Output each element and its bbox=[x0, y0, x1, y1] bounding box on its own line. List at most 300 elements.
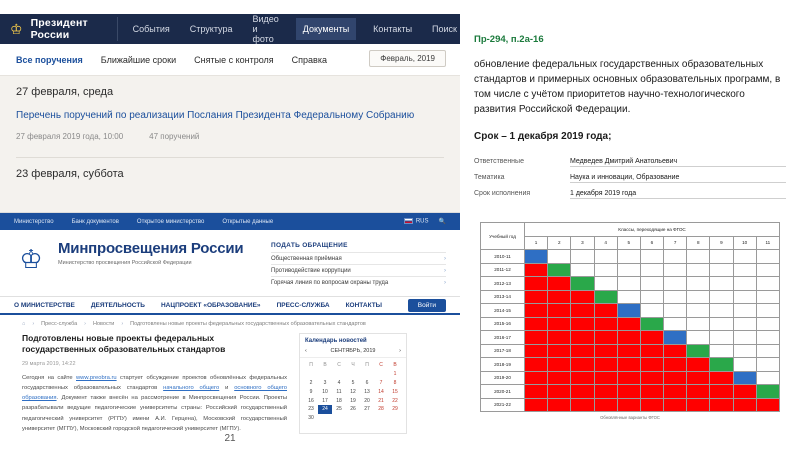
matrix-cell-red bbox=[525, 358, 548, 372]
kremlin-menu-video[interactable]: Видео и фото bbox=[252, 14, 279, 44]
matrix-cell-red bbox=[525, 304, 548, 318]
matrix-cell-red bbox=[594, 398, 617, 412]
nav-contacts[interactable]: КОНТАКТЫ bbox=[345, 301, 383, 309]
field-row-topic bbox=[474, 174, 786, 183]
matrix-cell-red bbox=[548, 344, 571, 358]
calendar-day[interactable]: 13 bbox=[364, 388, 370, 395]
minpros-content bbox=[0, 331, 460, 434]
matrix-cell-red bbox=[687, 398, 710, 412]
field-label: Срок исполнения bbox=[474, 190, 531, 197]
matrix-cell-empty bbox=[640, 290, 663, 304]
calendar-day[interactable]: 22 bbox=[392, 397, 398, 404]
matrix-cell-empty bbox=[664, 277, 687, 291]
article-text-3: и bbox=[219, 385, 235, 392]
matrix-cell-red bbox=[571, 385, 594, 399]
matrix-cell-red bbox=[733, 398, 756, 412]
article-date: 29 марта 2019, 14:22 bbox=[22, 360, 76, 367]
nav-national-project-education[interactable]: НАЦПРОЕКТ «ОБРАЗОВАНИЕ» bbox=[160, 301, 261, 309]
article-title: Подготовлены новые проекты федеральных государственных образовательных стандартов bbox=[22, 333, 226, 355]
matrix-cell-red bbox=[664, 371, 687, 385]
breadcrumb bbox=[0, 315, 460, 331]
matrix-cell-empty bbox=[687, 263, 710, 277]
calendar-day[interactable]: 12 bbox=[350, 388, 356, 395]
matrix-cell-empty bbox=[640, 304, 663, 318]
matrix-cell-red bbox=[548, 304, 571, 318]
article-body bbox=[22, 373, 287, 434]
article-text-2: стартует обсуждение проектов обновлённых федеральных государственных образовательных стандартов bbox=[22, 374, 287, 392]
calendar-day[interactable]: 16 bbox=[308, 397, 314, 404]
search-icon[interactable]: 🔍 bbox=[438, 219, 446, 225]
tab-all-orders[interactable]: Все поручения bbox=[16, 54, 83, 65]
matrix-note: Обновлённые варианты ФГОС bbox=[600, 415, 660, 420]
matrix-cell-red bbox=[548, 290, 571, 304]
calendar-day[interactable]: 28 bbox=[378, 406, 384, 413]
matrix-cell-red bbox=[525, 344, 548, 358]
minprosvescheniya-site-screenshot bbox=[0, 212, 460, 437]
matrix-cell-empty bbox=[756, 277, 779, 291]
matrix-corner-label: Учебный год bbox=[481, 223, 525, 250]
fgos-transition-matrix bbox=[480, 222, 780, 420]
appeal-title: ПОДАТЬ ОБРАЩЕНИЕ bbox=[271, 242, 348, 249]
matrix-cell-red bbox=[525, 290, 548, 304]
calendar-day[interactable]: 26 bbox=[350, 406, 356, 413]
matrix-column-row bbox=[481, 236, 780, 250]
matrix-col: 7 bbox=[664, 236, 687, 250]
article-link-primary-education[interactable]: начального общего bbox=[163, 385, 220, 392]
matrix-cell-empty bbox=[710, 277, 733, 291]
matrix-cell-red bbox=[571, 371, 594, 385]
matrix-cell-empty bbox=[571, 263, 594, 277]
calendar-day[interactable]: 27 bbox=[364, 406, 370, 413]
matrix-cell-empty bbox=[733, 317, 756, 331]
matrix-header-label: Классы, переходящие на ФГОС bbox=[525, 223, 780, 237]
matrix-cell-red bbox=[617, 358, 640, 372]
chevron-right-icon: › bbox=[84, 321, 87, 327]
matrix-row bbox=[481, 263, 780, 277]
matrix-cell-red bbox=[617, 317, 640, 331]
matrix-cell-empty bbox=[548, 250, 571, 264]
matrix-cell-red bbox=[594, 331, 617, 345]
matrix-cell-red bbox=[664, 344, 687, 358]
matrix-cell-red bbox=[617, 344, 640, 358]
matrix-cell-red bbox=[594, 344, 617, 358]
nav-press-service[interactable]: ПРЕСС-СЛУЖБА bbox=[276, 301, 330, 309]
calendar-day bbox=[332, 414, 346, 423]
order-published-date: 27 февраля 2019 года, 10:00 bbox=[16, 132, 124, 141]
chevron-right-icon: › bbox=[444, 267, 446, 274]
matrix-cell-red bbox=[525, 277, 548, 291]
matrix-cell-empty bbox=[617, 250, 640, 264]
matrix-cell-empty bbox=[594, 263, 617, 277]
matrix-cell-green bbox=[548, 263, 571, 277]
flag-icon bbox=[404, 218, 413, 224]
appeal-block bbox=[271, 240, 446, 288]
kremlin-orders-list bbox=[0, 76, 460, 212]
calendar-dow: П bbox=[309, 362, 313, 369]
nav-about-ministry[interactable]: О МИНИСТЕРСТВЕ bbox=[14, 301, 75, 309]
field-label: Ответственные bbox=[474, 158, 524, 165]
matrix-cell-red bbox=[548, 277, 571, 291]
chevron-right-icon: › bbox=[121, 321, 124, 327]
matrix-cell-red bbox=[548, 371, 571, 385]
order-count: 47 поручений bbox=[149, 132, 200, 141]
matrix-cell-red bbox=[640, 385, 663, 399]
kremlin-menu-events[interactable]: События bbox=[132, 24, 170, 34]
appeal-row-label: Общественная приёмная bbox=[271, 255, 342, 262]
matrix-header-row bbox=[481, 223, 780, 237]
matrix-cell-green bbox=[756, 385, 779, 399]
utility-open-data[interactable]: Открытые данные bbox=[222, 218, 274, 225]
matrix-row bbox=[481, 371, 780, 385]
matrix-cell-empty bbox=[687, 277, 710, 291]
kremlin-site-screenshot bbox=[0, 14, 460, 212]
matrix-cell-red bbox=[594, 358, 617, 372]
calendar-day[interactable]: 2 bbox=[309, 379, 313, 386]
matrix-cell-red bbox=[571, 317, 594, 331]
matrix-cell-red bbox=[571, 331, 594, 345]
matrix-cell-blue bbox=[664, 331, 687, 345]
kremlin-brand: Президент России bbox=[31, 17, 118, 41]
calendar-day bbox=[346, 370, 360, 379]
calendar-day[interactable]: 9 bbox=[309, 388, 313, 395]
breadcrumb-press-service[interactable]: Пресс-служба bbox=[41, 321, 78, 327]
nav-activity[interactable]: ДЕЯТЕЛЬНОСТЬ bbox=[90, 301, 145, 309]
home-icon[interactable]: ⌂ bbox=[22, 321, 26, 327]
matrix-cell-green bbox=[571, 277, 594, 291]
matrix-cell-empty bbox=[687, 331, 710, 345]
tab-help[interactable]: Справка bbox=[291, 54, 327, 65]
matrix-cell-empty bbox=[756, 331, 779, 345]
matrix-cell-red bbox=[594, 304, 617, 318]
chevron-right-icon[interactable]: › bbox=[399, 348, 401, 354]
matrix-cell-green bbox=[687, 344, 710, 358]
matrix-row-year: 2017-18 bbox=[481, 344, 525, 358]
matrix-cell-empty bbox=[756, 358, 779, 372]
utility-ministry[interactable]: Министерство bbox=[14, 218, 54, 225]
matrix-cell-empty bbox=[733, 331, 756, 345]
matrix-cell-blue bbox=[525, 250, 548, 264]
calendar-day[interactable]: 19 bbox=[350, 397, 356, 404]
matrix-cell-red bbox=[571, 344, 594, 358]
calendar-day bbox=[346, 414, 360, 423]
matrix-cell-red bbox=[571, 304, 594, 318]
matrix-cell-empty bbox=[710, 331, 733, 345]
matrix-cell-red bbox=[710, 398, 733, 412]
order-title-link[interactable]: Перечень поручений по реализации Послания Президента Федеральному Собранию bbox=[16, 110, 415, 121]
matrix-cell-red bbox=[733, 385, 756, 399]
calendar-day[interactable]: 8 bbox=[393, 379, 397, 386]
kremlin-menu-documents[interactable]: Документы bbox=[296, 18, 356, 40]
field-value: 1 декабря 2019 года bbox=[570, 190, 786, 199]
matrix-cell-red bbox=[664, 385, 687, 399]
appeal-row-label: Противодействие коррупции bbox=[271, 267, 351, 274]
calendar-day[interactable]: 6 bbox=[365, 379, 369, 386]
matrix-cell-red bbox=[548, 398, 571, 412]
minpros-utility-bar bbox=[0, 213, 460, 230]
minpros-header bbox=[0, 230, 460, 296]
calendar-day[interactable]: 14 bbox=[378, 388, 384, 395]
matrix-cell-empty bbox=[594, 250, 617, 264]
matrix-cell-empty bbox=[733, 250, 756, 264]
matrix-cell-empty bbox=[733, 358, 756, 372]
list-divider bbox=[16, 157, 444, 158]
matrix-col: 2 bbox=[548, 236, 571, 250]
login-button[interactable]: Войти bbox=[408, 299, 446, 312]
matrix-cell-red bbox=[664, 358, 687, 372]
matrix-cell-empty bbox=[710, 263, 733, 277]
matrix-cell-red bbox=[594, 317, 617, 331]
field-label: Тематика bbox=[474, 174, 505, 181]
matrix-cell-empty bbox=[640, 263, 663, 277]
matrix-row bbox=[481, 250, 780, 264]
matrix-cell-blue bbox=[617, 304, 640, 318]
utility-documents-bank[interactable]: Банк документов bbox=[71, 218, 119, 225]
matrix-cell-red bbox=[525, 263, 548, 277]
matrix-cell-empty bbox=[664, 263, 687, 277]
matrix-row bbox=[481, 344, 780, 358]
calendar-day bbox=[360, 414, 374, 423]
matrix-row bbox=[481, 317, 780, 331]
matrix-cell-red bbox=[594, 371, 617, 385]
matrix-cell-empty bbox=[594, 277, 617, 291]
matrix-row bbox=[481, 331, 780, 345]
kremlin-menu-search[interactable]: Поиск bbox=[432, 24, 457, 34]
matrix-cell-red bbox=[525, 385, 548, 399]
calendar-day[interactable]: 4 bbox=[337, 379, 341, 386]
order-date-heading-2: 23 февраля, суббота bbox=[16, 168, 124, 180]
utility-right-group bbox=[404, 218, 446, 225]
kremlin-topbar bbox=[0, 14, 460, 44]
article-link-basic-education[interactable]: основного общего образования bbox=[22, 385, 288, 402]
matrix-row bbox=[481, 277, 780, 291]
matrix-cell-empty bbox=[710, 344, 733, 358]
matrix-cell-red bbox=[756, 398, 779, 412]
matrix-col: 11 bbox=[756, 236, 779, 250]
matrix-table bbox=[480, 222, 780, 412]
matrix-cell-green bbox=[710, 358, 733, 372]
matrix-row-year: 2010-11 bbox=[481, 250, 525, 264]
matrix-cell-empty bbox=[664, 250, 687, 264]
matrix-row-year: 2019-20 bbox=[481, 371, 525, 385]
matrix-cell-empty bbox=[733, 344, 756, 358]
matrix-cell-red bbox=[640, 331, 663, 345]
matrix-cell-red bbox=[617, 331, 640, 345]
matrix-cell-green bbox=[640, 317, 663, 331]
utility-open-ministry[interactable]: Открытое министерство bbox=[136, 218, 205, 225]
matrix-cell-empty bbox=[710, 290, 733, 304]
matrix-cell-red bbox=[525, 371, 548, 385]
calendar-day bbox=[374, 370, 388, 379]
matrix-body bbox=[481, 250, 780, 412]
language-switcher[interactable]: RUS bbox=[404, 218, 429, 225]
kremlin-menu-contacts[interactable]: Контакты bbox=[373, 24, 413, 34]
matrix-row-year: 2016-17 bbox=[481, 331, 525, 345]
matrix-cell-empty bbox=[756, 263, 779, 277]
field-value: Наука и инновации, Образование bbox=[570, 174, 786, 183]
order-fields bbox=[474, 158, 786, 199]
matrix-cell-empty bbox=[756, 344, 779, 358]
matrix-cell-empty bbox=[687, 317, 710, 331]
matrix-row-year: 2012-13 bbox=[481, 277, 525, 291]
matrix-cell-empty bbox=[571, 250, 594, 264]
kremlin-menu-structure[interactable]: Структура bbox=[189, 24, 233, 34]
matrix-col: 4 bbox=[594, 236, 617, 250]
matrix-row bbox=[481, 290, 780, 304]
minpros-main-nav bbox=[0, 296, 460, 315]
double-eagle-icon: ♔ bbox=[10, 21, 23, 37]
calendar-day[interactable]: 18 bbox=[336, 397, 342, 404]
calendar-dow: С bbox=[379, 362, 383, 369]
matrix-cell-red bbox=[571, 358, 594, 372]
matrix-cell-red bbox=[548, 331, 571, 345]
news-article bbox=[22, 333, 287, 434]
order-code: Пр-294, п.2а-16 bbox=[474, 34, 544, 45]
matrix-cell-red bbox=[687, 371, 710, 385]
calendar-day[interactable]: 30 bbox=[308, 415, 314, 422]
coat-of-arms-icon: ♔ bbox=[19, 244, 43, 274]
matrix-cell-red bbox=[548, 317, 571, 331]
matrix-cell-empty bbox=[687, 290, 710, 304]
matrix-cell-red bbox=[594, 385, 617, 399]
matrix-cell-red bbox=[640, 358, 663, 372]
calendar-day[interactable]: 23 bbox=[308, 406, 314, 413]
calendar-dow: С bbox=[337, 362, 341, 369]
chevron-right-icon: › bbox=[444, 279, 446, 286]
matrix-cell-empty bbox=[733, 263, 756, 277]
calendar-grid[interactable] bbox=[300, 358, 406, 427]
news-calendar bbox=[299, 333, 407, 434]
matrix-row-year: 2021-22 bbox=[481, 398, 525, 412]
calendar-day[interactable]: 1 bbox=[393, 371, 397, 378]
matrix-col: 3 bbox=[571, 236, 594, 250]
matrix-cell-red bbox=[640, 344, 663, 358]
matrix-cell-empty bbox=[687, 250, 710, 264]
matrix-cell-empty bbox=[664, 290, 687, 304]
matrix-cell-red bbox=[571, 398, 594, 412]
field-row-due-date bbox=[474, 190, 786, 199]
article-link-preobra[interactable]: www.preobra.ru bbox=[76, 374, 117, 381]
kremlin-tabs bbox=[0, 44, 460, 76]
breadcrumb-current: Подготовлены новые проекты федеральных государственных образовательных стандартов bbox=[130, 321, 366, 327]
matrix-cell-empty bbox=[756, 371, 779, 385]
appeal-row-public-reception[interactable] bbox=[271, 252, 446, 264]
calendar-day[interactable]: 11 bbox=[336, 388, 342, 395]
matrix-row-year: 2011-12 bbox=[481, 263, 525, 277]
matrix-cell-empty bbox=[756, 317, 779, 331]
tab-upcoming-deadlines[interactable]: Ближайшие сроки bbox=[100, 54, 177, 65]
matrix-cell-red bbox=[525, 317, 548, 331]
calendar-day[interactable]: 15 bbox=[392, 388, 398, 395]
calendar-day[interactable]: 3 bbox=[323, 379, 327, 386]
article-text-4: . Документ также внесён на рассмотрение в Минпросвещения России. Проекты разрабатывали ведущие педагогические университеты страны: Российский государственный педагогический университет (РГПУ) имени А.И. Герцена), Московский государственный университет (МГПУ), Московский городской педагогический университет (МГПУ). bbox=[22, 395, 287, 432]
matrix-row-year: 2013-14 bbox=[481, 290, 525, 304]
matrix-row-year: 2020-21 bbox=[481, 385, 525, 399]
matrix-col: 6 bbox=[640, 236, 663, 250]
calendar-day bbox=[360, 370, 374, 379]
calendar-day[interactable]: 5 bbox=[351, 379, 355, 386]
field-value: Медведев Дмитрий Анатольевич bbox=[570, 158, 786, 167]
matrix-cell-empty bbox=[733, 277, 756, 291]
calendar-day[interactable]: 7 bbox=[379, 379, 383, 386]
matrix-cell-red bbox=[548, 358, 571, 372]
matrix-col: 1 bbox=[525, 236, 548, 250]
matrix-cell-empty bbox=[617, 290, 640, 304]
matrix-cell-red bbox=[548, 385, 571, 399]
matrix-cell-empty bbox=[664, 317, 687, 331]
matrix-cell-empty bbox=[617, 263, 640, 277]
matrix-cell-red bbox=[525, 398, 548, 412]
date-filter-select[interactable]: Февраль, 2019 bbox=[369, 50, 446, 67]
matrix-cell-red bbox=[664, 398, 687, 412]
calendar-day[interactable]: 29 bbox=[392, 406, 398, 413]
matrix-cell-green bbox=[594, 290, 617, 304]
matrix-cell-empty bbox=[640, 277, 663, 291]
matrix-row-year: 2015-16 bbox=[481, 317, 525, 331]
order-meta bbox=[16, 132, 444, 141]
matrix-cell-empty bbox=[756, 290, 779, 304]
matrix-row bbox=[481, 304, 780, 318]
calendar-dow: В bbox=[323, 362, 327, 369]
matrix-cell-blue bbox=[733, 371, 756, 385]
appeal-row-label: Горячая линия по вопросам охраны труда bbox=[271, 279, 389, 286]
matrix-cell-red bbox=[710, 385, 733, 399]
calendar-day-selected[interactable]: 24 bbox=[318, 405, 332, 414]
matrix-cell-red bbox=[617, 371, 640, 385]
calendar-day[interactable]: 10 bbox=[322, 388, 328, 395]
tab-removed-from-control[interactable]: Снятые с контроля bbox=[194, 54, 274, 65]
chevron-right-icon: › bbox=[444, 255, 446, 262]
calendar-day[interactable]: 21 bbox=[378, 397, 384, 404]
calendar-day bbox=[374, 414, 388, 423]
matrix-cell-empty bbox=[664, 304, 687, 318]
matrix-cell-red bbox=[617, 398, 640, 412]
calendar-day bbox=[304, 370, 318, 379]
matrix-cell-empty bbox=[733, 304, 756, 318]
matrix-row bbox=[481, 385, 780, 399]
breadcrumb-news[interactable]: Новости bbox=[93, 321, 115, 327]
matrix-row bbox=[481, 398, 780, 412]
order-paragraph-text: обновление федеральных государственных образовательных стандартов и примерных основных образовательных программ, в том числе с учётом приоритетов научно-технологического развития Российской Федерации. bbox=[474, 59, 781, 115]
matrix-cell-empty bbox=[640, 250, 663, 264]
appeal-row-anticorruption[interactable] bbox=[271, 264, 446, 276]
calendar-month-label: СЕНТЯБРЬ, 2019 bbox=[330, 348, 376, 354]
calendar-title: Календарь новостей bbox=[305, 338, 367, 344]
matrix-cell-empty bbox=[710, 304, 733, 318]
matrix-col: 8 bbox=[687, 236, 710, 250]
calendar-day[interactable]: 25 bbox=[336, 406, 342, 413]
site-title: Минпросвещения России bbox=[58, 240, 244, 257]
calendar-day[interactable]: 20 bbox=[364, 397, 370, 404]
matrix-cell-empty bbox=[687, 304, 710, 318]
calendar-day bbox=[388, 414, 402, 423]
chevron-right-icon: › bbox=[32, 321, 35, 327]
calendar-day bbox=[318, 414, 332, 423]
matrix-cell-red bbox=[640, 398, 663, 412]
order-date-heading: 27 февраля, среда bbox=[16, 86, 114, 98]
matrix-row-year: 2018-19 bbox=[481, 358, 525, 372]
minpros-logo-text bbox=[58, 240, 243, 266]
matrix-col: 9 bbox=[710, 236, 733, 250]
matrix-cell-empty bbox=[733, 290, 756, 304]
calendar-day[interactable]: 17 bbox=[322, 397, 328, 404]
matrix-row bbox=[481, 358, 780, 372]
chevron-left-icon[interactable]: ‹ bbox=[305, 348, 307, 354]
field-row-responsible bbox=[474, 158, 786, 167]
appeal-row-hotline[interactable] bbox=[271, 276, 446, 288]
page-number: 21 bbox=[224, 433, 236, 444]
calendar-dow: В bbox=[393, 362, 397, 369]
site-subtitle: Министерство просвещения Российской Федерации bbox=[58, 260, 192, 266]
